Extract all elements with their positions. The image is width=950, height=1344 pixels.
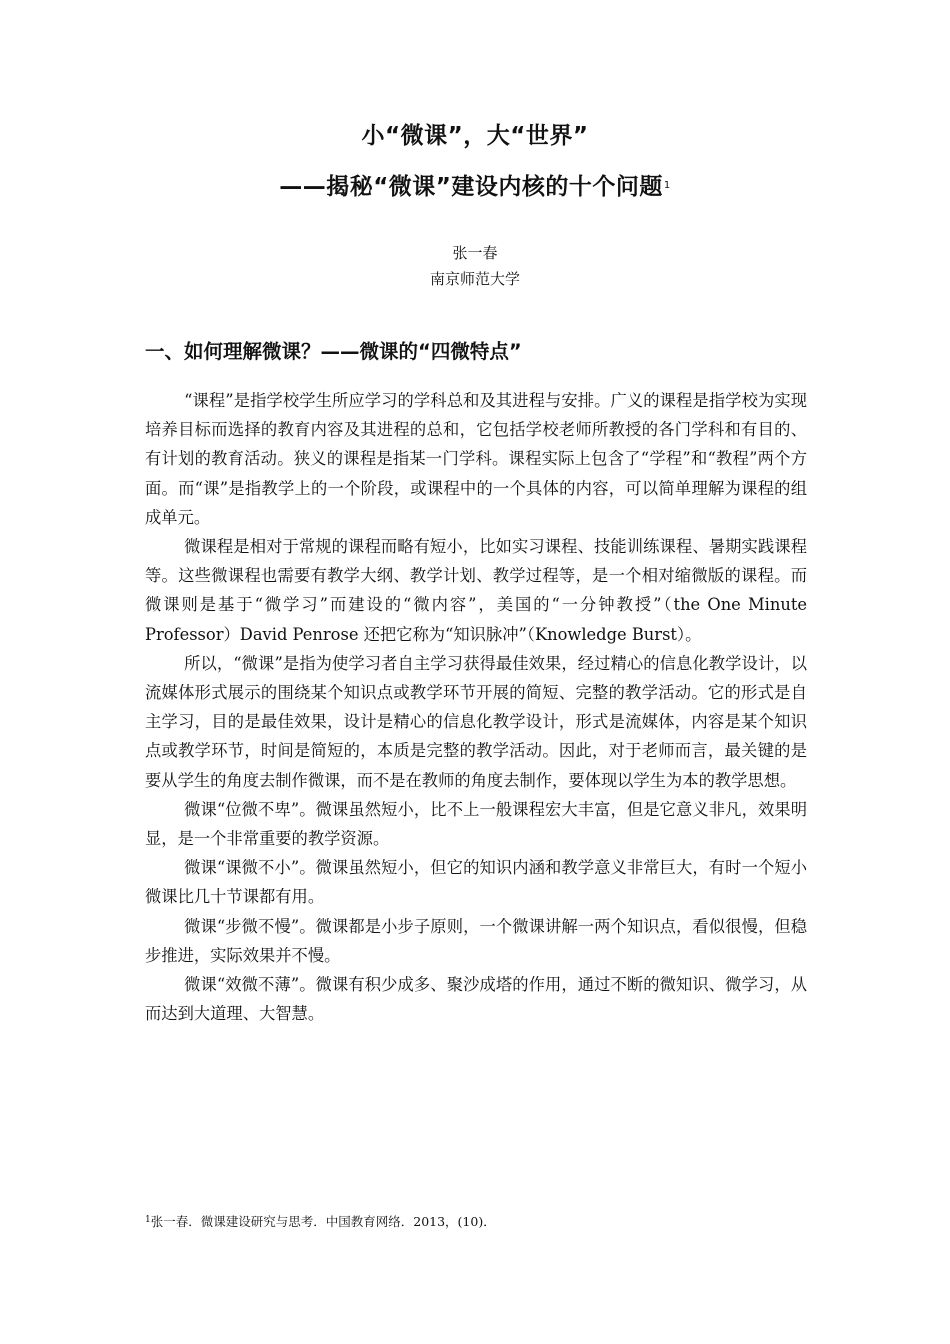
author-affiliation: 南京师范大学 bbox=[429, 270, 520, 288]
document-subtitle bbox=[0, 168, 950, 201]
paragraph: 所以，“微课”是指为使学习者自主学习获得最佳效果，经过精心的信息化教学设计，以流媒体形式展示的围绕某个知识点或教学环节开展的简短、完整的教学活动。它的形式是自主学习，目的是最佳效果，设计是精心的信息化教学设计，形式是流媒体，内容是某个知识点或教学环节，时间是简短的，本质是完整的教学活动。因此，对于老师而言，最关键的是要从学生的角度去制作微课，而不是在教师的角度去制作，要体现以学生为本的教学思想。 bbox=[145, 653, 807, 790]
author-name: 张一春 bbox=[452, 244, 498, 262]
paragraph: “课程”是指学校学生所应学习的学科总和及其进程与安排。广义的课程是指学校为实现培养目标而选择的教育内容及其进程的总和，它包括学校老师所教授的各门学科和有目的、有计划的教育活动。狭义的课程是指某一门学科。课程实际上包含了“学程”和“教程”两个方面。而“课”是指教学上的一个阶段，或课程中的一个具体的内容，可以简单理解为课程的组成单元。 bbox=[145, 391, 807, 527]
paragraph: 微课“位微不卑”。微课虽然短小，比不上一般课程宏大丰富，但是它意义非凡，效果明显，是一个非常重要的教学资源。 bbox=[145, 799, 807, 849]
section-heading: 一、如何理解微课？——微课的“四微特点” bbox=[145, 340, 522, 363]
paragraph: 微课“步微不慢”。微课都是小步子原则，一个微课讲解一两个知识点，看似很慢，但稳步推进，实际效果并不慢。 bbox=[145, 916, 807, 965]
document-title: 小“微课”，大“世界” bbox=[361, 123, 589, 149]
body-text bbox=[145, 386, 807, 1028]
footnote-mark: 1 bbox=[145, 1215, 151, 1225]
paragraph: 微课“课微不小”。微课虽然短小，但它的知识内涵和教学意义非常巨大，有时一个短小微课比几十节课都有用。 bbox=[145, 858, 807, 907]
paragraph: 微课“效微不薄”。微课有积少成多、聚沙成塔的作用，通过不断的微知识、微学习，从而达到大道理、大智慧。 bbox=[145, 975, 807, 1024]
footnote-reference: 1 bbox=[663, 180, 671, 191]
footnote bbox=[145, 1212, 496, 1230]
subtitle-text: ——揭秘“微课”建设内核的十个问题 bbox=[279, 174, 663, 200]
footnote-text: 张一春．微课建设研究与思考．中国教育网络．2013，(10)． bbox=[150, 1214, 496, 1229]
paragraph: 微课程是相对于常规的课程而略有短小，比如实习课程、技能训练课程、暑期实践课程等。这些微课程也需要有教学大纲、教学计划、教学过程等，是一个相对缩微版的课程。而微课则是基于“微学习”而建设的“微内容”，美国的“一分钟教授”（the One Minute Professor）David Penrose 还把它称为“知识脉冲”（Knowledge Burst）。 bbox=[145, 537, 807, 644]
